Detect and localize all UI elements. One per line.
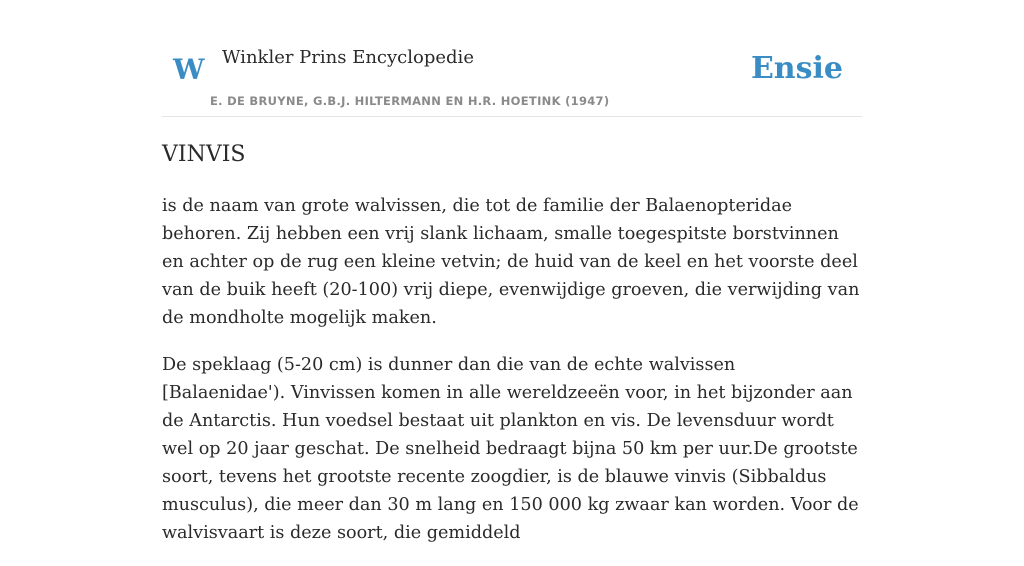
entry-title: VINVIS bbox=[162, 142, 246, 167]
book-logo[interactable]: W bbox=[173, 53, 205, 86]
entry-paragraph: is de naam van grote walvissen, die tot de familie der Balaenopteridae behoren. Zij hebben een vrij slank lichaam, smalle toegespitste borstvinnen en achter op de rug een kleine vetvin; de huid van de keel en het voorste deel van de buik heeft (20-100) vrij diepe, evenwijdige groeven, die verwijding van de mondholte mogelijk maken. bbox=[162, 196, 860, 328]
site-logo[interactable]: Ensie bbox=[750, 51, 843, 86]
entry-paragraph: De speklaag (5-20 cm) is dunner dan die van de echte walvissen [Balaenidae'). Vinvissen komen in alle wereldzeeën voor, in het bijzonder aan de Antarctis. Hun voedsel bestaat uit plankton en vis. De levensduur wordt wel op 20 jaar geschat. De snelheid bedraagt bijna 50 km per uur.De grootste soort, tevens het grootste recente zoogdier, is de blauwe vinvis (Sibbaldus musculus), die meer dan 30 m lang en 150 000 kg zwaar kan worden. Voor de walvisvaart is deze soort, die gemiddeld bbox=[162, 355, 859, 543]
entry-body bbox=[162, 192, 864, 566]
book-header bbox=[162, 0, 862, 117]
book-authors: E. DE BRUYNE, G.B.J. HILTERMANN EN H.R. HOETINK (1947) bbox=[210, 94, 610, 108]
book-title[interactable]: Winkler Prins Encyclopedie bbox=[222, 47, 474, 68]
